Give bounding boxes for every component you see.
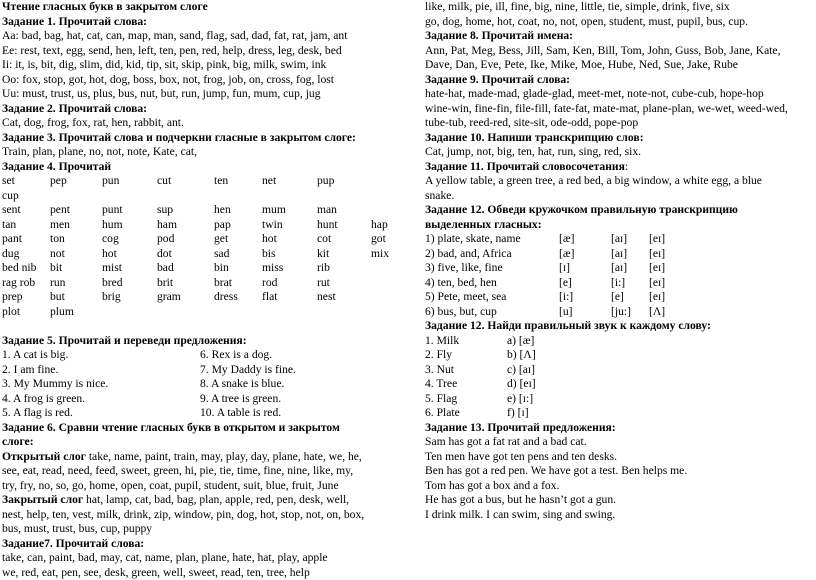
sound-match-row <box>425 348 815 363</box>
open-syllable-line: Открытый слог take, name, paint, train, may, play, day, plane, hate, we, he, <box>2 450 402 465</box>
transcription-cell: [i:] <box>559 290 611 305</box>
transcription-cell: [æ] <box>559 247 611 262</box>
transcription-row <box>425 305 815 320</box>
transcription-row <box>425 261 815 276</box>
word-grid-cell: punt <box>102 203 157 218</box>
word-grid-cell <box>102 305 157 320</box>
word-grid-cell: pap <box>214 218 262 233</box>
task-1-line: Aa: bad, bag, hat, cat, can, map, man, sand, flag, sad, dad, fat, rat, jam, ant <box>2 29 402 44</box>
sound-match-cell: d) [eɪ] <box>507 377 627 392</box>
word-grid-cell: pep <box>50 174 102 189</box>
word-grid-cell: men <box>50 218 102 233</box>
transcription-cell: [i:] <box>611 276 649 291</box>
word-grid-cell <box>371 189 411 204</box>
task-13-sentence: I drink milk. I can swim, sing and swing. <box>425 508 815 523</box>
word-grid-cell: bred <box>102 276 157 291</box>
task-7-heading: Задание7. Прочитай слова: <box>2 537 402 552</box>
task-1-line: Uu: must, trust, us, plus, bus, nut, but, run, jump, fun, mum, cup, jug <box>2 87 402 102</box>
sentence-row <box>2 348 402 363</box>
transcription-row <box>425 247 815 262</box>
task-8-heading: Задание 8. Прочитай имена: <box>425 29 815 44</box>
word-grid-cell <box>214 305 262 320</box>
word-grid-cell: pant <box>2 232 50 247</box>
word-grid-cell: rut <box>317 276 371 291</box>
task-9-line: hate-hat, made-mad, glade-glad, meet-met, note-not, cube-cub, hope-hop <box>425 87 815 102</box>
task-7-line: take, can, paint, bad, may, cat, name, plan, plane, hate, hat, play, apple <box>2 551 402 566</box>
task-13-sentence: Ten men have got ten pens and ten desks. <box>425 450 815 465</box>
word-grid-cell: plum <box>50 305 102 320</box>
task-10-line: Cat, jump, not, big, ten, hat, run, sing, red, six. <box>425 145 815 160</box>
task-13-sentence: Ben has got a red pen. We have got a test. Ben helps me. <box>425 464 815 479</box>
word-grid-cell: hot <box>102 247 157 262</box>
word-grid-cell: pup <box>317 174 371 189</box>
sentence-cell: 4. A frog is green. <box>2 392 200 407</box>
word-grid-row <box>2 203 402 218</box>
task-1-line: Oo: fox, stop, got, hot, dog, boss, box, not, frog, job, on, cross, fog, lost <box>2 73 402 88</box>
task-7-line: we, red, eat, pen, see, desk, green, well, sweet, read, ten, tree, help <box>2 566 402 580</box>
task-1-line: Ii: it, is, bit, dig, slim, did, kid, tip, sit, skip, pink, big, milk, swim, ink <box>2 58 402 73</box>
word-grid-cell: rod <box>262 276 317 291</box>
sound-match-cell: 4. Tree <box>425 377 507 392</box>
sentence-row <box>2 377 402 392</box>
task-6-heading: Задание 6. Сравни чтение гласных букв в открытом и закрытом <box>2 421 402 436</box>
task-3-heading: Задание 3. Прочитай слова и подчеркни гласные в закрытом слоге: <box>2 131 402 146</box>
word-grid-cell: ten <box>214 174 262 189</box>
left-column <box>2 0 402 580</box>
sound-match-cell: f) [ɪ] <box>507 406 627 421</box>
word-grid-cell: mist <box>102 261 157 276</box>
task-13-sentence: Tom has got a box and a fox. <box>425 479 815 494</box>
word-grid-cell: kit <box>317 247 371 262</box>
sound-match-cell: a) [æ] <box>507 334 627 349</box>
word-grid-cell: cog <box>102 232 157 247</box>
transcription-cell: [eɪ] <box>649 232 689 247</box>
task-1-heading: Задание 1. Прочитай слова: <box>2 15 402 30</box>
sound-match-row <box>425 377 815 392</box>
transcription-cell: 4) ten, bed, hen <box>425 276 559 291</box>
word-grid-cell: dot <box>157 247 214 262</box>
transcription-row <box>425 232 815 247</box>
word-grid-cell: run <box>50 276 102 291</box>
word-grid-cell: get <box>214 232 262 247</box>
sentence-cell: 10. A table is red. <box>200 406 400 421</box>
sentence-row <box>2 392 402 407</box>
task-12b-sound-rows <box>425 334 815 421</box>
word-grid-cell <box>371 305 411 320</box>
word-grid-cell: bin <box>214 261 262 276</box>
transcription-cell: [Λ] <box>649 305 689 320</box>
word-grid-cell: twin <box>262 218 317 233</box>
sentence-cell: 8. A snake is blue. <box>200 377 400 392</box>
word-grid-cell <box>317 189 371 204</box>
sentence-cell: 3. My Mummy is nice. <box>2 377 200 392</box>
word-grid-cell <box>371 261 411 276</box>
word-grid-cell <box>371 290 411 305</box>
word-grid-row <box>2 189 402 204</box>
word-grid-cell: but <box>50 290 102 305</box>
task-6-heading-cont: слоге: <box>2 435 402 450</box>
sentence-cell: 5. A flag is red. <box>2 406 200 421</box>
word-grid-cell <box>371 203 411 218</box>
transcription-cell: [eɪ] <box>649 290 689 305</box>
transcription-cell: [aɪ] <box>611 261 649 276</box>
transcription-cell: [u] <box>559 305 611 320</box>
task-4-word-grid <box>2 174 402 319</box>
task-1-line: Ee: rest, text, egg, send, hen, left, ten, pen, red, help, dress, leg, desk, bed <box>2 44 402 59</box>
task-11-heading: Задание 11. Прочитай словосочетания: <box>425 160 815 175</box>
word-grid-cell: flat <box>262 290 317 305</box>
task-12-heading: Задание 12. Обведи кружочком правильную транскрипцию <box>425 203 815 218</box>
word-grid-cell: cup <box>2 189 50 204</box>
task-9-line: wine-win, fine-fin, file-fill, fate-fat, mate-mat, plane-plan, we-wet, weed-wed, <box>425 102 815 117</box>
doc-title: Чтение гласных букв в закрытом слоге <box>2 0 402 15</box>
sound-match-row <box>425 363 815 378</box>
word-grid-cell: not <box>50 247 102 262</box>
task-13-sentence: He has got a bus, but he hasn’t got a gun. <box>425 493 815 508</box>
word-grid-cell: gram <box>157 290 214 305</box>
word-grid-cell <box>157 189 214 204</box>
word-grid-row <box>2 232 402 247</box>
word-grid-cell <box>102 189 157 204</box>
task-2-text: Cat, dog, frog, fox, rat, hen, rabbit, ant. <box>2 116 402 131</box>
word-grid-cell: brit <box>157 276 214 291</box>
transcription-cell: [e] <box>559 276 611 291</box>
transcription-cell: 6) bus, but, cup <box>425 305 559 320</box>
word-grid-cell: bed nib <box>2 261 50 276</box>
sentence-cell: 6. Rex is a dog. <box>200 348 400 363</box>
transcription-cell: [eɪ] <box>649 276 689 291</box>
word-grid-cell <box>371 276 411 291</box>
task-13-heading: Задание 13. Прочитай предложения: <box>425 421 815 436</box>
word-grid-cell: cot <box>317 232 371 247</box>
word-grid-cell: hen <box>214 203 262 218</box>
word-grid-cell: tan <box>2 218 50 233</box>
task-7-cont-line: go, dog, home, hot, coat, no, not, open, student, must, pupil, bus, cup. <box>425 15 815 30</box>
sound-match-cell: c) [aɪ] <box>507 363 627 378</box>
sentence-row <box>2 406 402 421</box>
word-grid-cell: bad <box>157 261 214 276</box>
word-grid-cell: hum <box>102 218 157 233</box>
sound-match-cell: 3. Nut <box>425 363 507 378</box>
word-grid-cell: ham <box>157 218 214 233</box>
task-12-heading-cont: выделенных гласных: <box>425 218 815 233</box>
sentence-row <box>2 363 402 378</box>
word-grid-row <box>2 290 402 305</box>
word-grid-cell: rag rob <box>2 276 50 291</box>
word-grid-cell: man <box>317 203 371 218</box>
word-grid-cell: hunt <box>317 218 371 233</box>
word-grid-cell: cut <box>157 174 214 189</box>
word-grid-cell: hot <box>262 232 317 247</box>
word-grid-row <box>2 305 402 320</box>
task-9-line: tube-tub, reed-red, site-sit, ode-odd, pope-pop <box>425 116 815 131</box>
closed-syllable-line: nest, help, ten, vest, milk, drink, zip, window, pin, dog, hot, stop, not, on, box, <box>2 508 402 523</box>
transcription-cell: 1) plate, skate, name <box>425 232 559 247</box>
word-grid-row <box>2 174 402 189</box>
word-grid-cell: pun <box>102 174 157 189</box>
transcription-cell: 3) five, like, fine <box>425 261 559 276</box>
task-3-text: Train, plan, plane, no, not, note, Kate, cat, <box>2 145 402 160</box>
word-grid-cell <box>50 189 102 204</box>
word-grid-row <box>2 218 402 233</box>
task-10-heading: Задание 10. Напиши транскрипцию слов: <box>425 131 815 146</box>
transcription-cell: [ju:] <box>611 305 649 320</box>
word-grid-cell: plot <box>2 305 50 320</box>
transcription-cell: 2) bad, and, Africa <box>425 247 559 262</box>
right-column <box>425 0 815 522</box>
task-12b-heading: Задание 12. Найди правильный звук к каждому слову: <box>425 319 815 334</box>
word-grid-cell: nest <box>317 290 371 305</box>
task-8-line: Dave, Dan, Eve, Pete, Ike, Mike, Moe, Hube, Ned, Sue, Jake, Rube <box>425 58 815 73</box>
task-11-line: snake. <box>425 189 815 204</box>
word-grid-cell: rib <box>317 261 371 276</box>
transcription-cell: [aɪ] <box>611 232 649 247</box>
word-grid-cell <box>157 305 214 320</box>
word-grid-cell <box>262 189 317 204</box>
open-syllable-line: try, fry, no, so, go, home, open, coat, pupil, student, suit, blue, fruit, June <box>2 479 402 494</box>
sound-match-cell: 2. Fly <box>425 348 507 363</box>
transcription-row <box>425 290 815 305</box>
word-grid-cell: prep <box>2 290 50 305</box>
transcription-cell: [eɪ] <box>649 247 689 262</box>
task-5-sentences <box>2 348 402 421</box>
word-grid-cell: sad <box>214 247 262 262</box>
word-grid-row <box>2 261 402 276</box>
word-grid-cell: mix <box>371 247 411 262</box>
word-grid-cell: pent <box>50 203 102 218</box>
sound-match-cell: b) [Λ] <box>507 348 627 363</box>
word-grid-cell: bis <box>262 247 317 262</box>
word-grid-row <box>2 276 402 291</box>
word-grid-cell <box>317 305 371 320</box>
sound-match-cell: 1. Milk <box>425 334 507 349</box>
sentence-cell: 9. A tree is green. <box>200 392 400 407</box>
transcription-cell: [e] <box>611 290 649 305</box>
task-12-transcription-rows <box>425 232 815 319</box>
word-grid-cell: dug <box>2 247 50 262</box>
task-11-line: A yellow table, a green tree, a red bed, a big window, a white egg, a blue <box>425 174 815 189</box>
task-8-line: Ann, Pat, Meg, Bess, Jill, Sam, Ken, Bill, Tom, John, Guss, Bob, Jane, Kate, <box>425 44 815 59</box>
task-5-heading: Задание 5. Прочитай и переведи предложения: <box>2 334 402 349</box>
closed-syllable-line: Закрытый слог hat, lamp, cat, bad, bag, plan, apple, red, pen, desk, well, <box>2 493 402 508</box>
word-grid-cell <box>371 174 411 189</box>
transcription-cell: [æ] <box>559 232 611 247</box>
sound-match-cell: 6. Plate <box>425 406 507 421</box>
task-7-cont-line: like, milk, pie, ill, fine, big, nine, little, tie, simple, drink, five, six <box>425 0 815 15</box>
word-grid-cell: dress <box>214 290 262 305</box>
word-grid-cell: miss <box>262 261 317 276</box>
open-syllable-line: see, eat, read, need, feed, sweet, green, hi, pie, tie, time, fine, nine, like, my, <box>2 464 402 479</box>
word-grid-cell <box>262 305 317 320</box>
sound-match-row <box>425 406 815 421</box>
transcription-cell: 5) Pete, meet, sea <box>425 290 559 305</box>
word-grid-cell: ton <box>50 232 102 247</box>
sound-match-row <box>425 392 815 407</box>
transcription-cell: [ɪ] <box>559 261 611 276</box>
word-grid-cell: net <box>262 174 317 189</box>
word-grid-cell: sup <box>157 203 214 218</box>
transcription-cell: [aɪ] <box>611 247 649 262</box>
task-13-sentence: Sam has got a fat rat and a bad cat. <box>425 435 815 450</box>
word-grid-cell: sent <box>2 203 50 218</box>
word-grid-cell: pod <box>157 232 214 247</box>
sound-match-cell: e) [ɪ:] <box>507 392 627 407</box>
task-9-heading: Задание 9. Прочитай слова: <box>425 73 815 88</box>
word-grid-cell: mum <box>262 203 317 218</box>
transcription-row <box>425 276 815 291</box>
word-grid-cell: brig <box>102 290 157 305</box>
transcription-cell: [eɪ] <box>649 261 689 276</box>
word-grid-cell <box>214 189 262 204</box>
word-grid-cell: set <box>2 174 50 189</box>
word-grid-row <box>2 247 402 262</box>
word-grid-cell: hap <box>371 218 411 233</box>
sound-match-row <box>425 334 815 349</box>
sentence-cell: 2. I am fine. <box>2 363 200 378</box>
sentence-cell: 7. My Daddy is fine. <box>200 363 400 378</box>
sentence-cell: 1. A cat is big. <box>2 348 200 363</box>
word-grid-cell: brat <box>214 276 262 291</box>
task-4-heading: Задание 4. Прочитай <box>2 160 402 175</box>
sound-match-cell: 5. Flag <box>425 392 507 407</box>
closed-syllable-line: bus, must, trust, bus, cup, puppy <box>2 522 402 537</box>
word-grid-cell: got <box>371 232 411 247</box>
task-2-heading: Задание 2. Прочитай слова: <box>2 102 402 117</box>
word-grid-cell: bit <box>50 261 102 276</box>
